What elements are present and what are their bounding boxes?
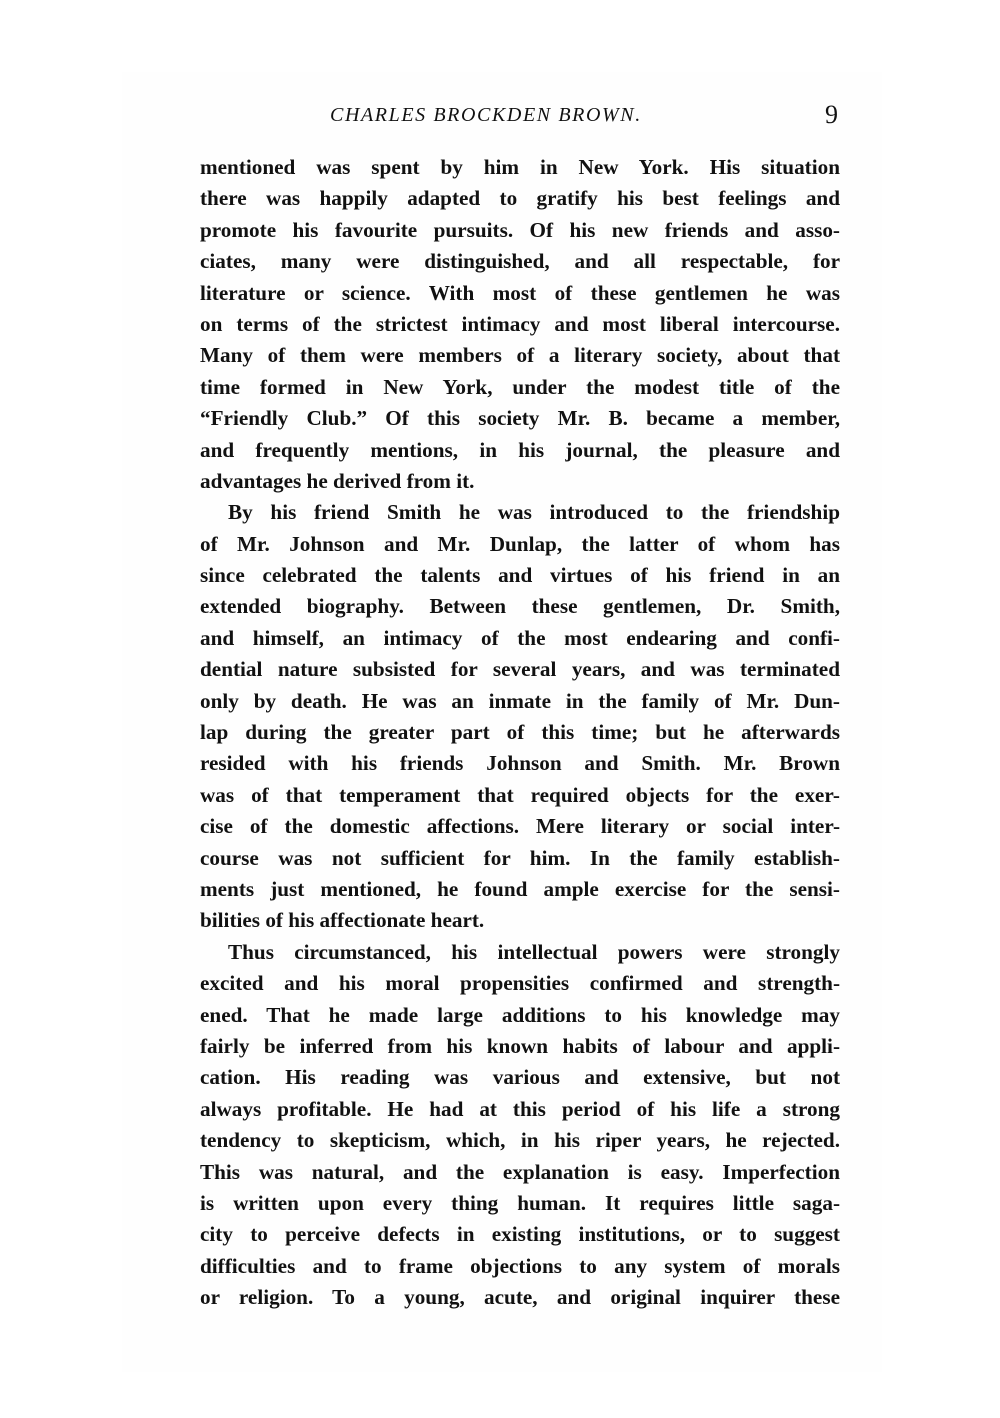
running-head <box>200 96 840 136</box>
text-line: fairly be inferred from his known habits of labour and appli- <box>200 1033 840 1058</box>
text-line: mentioned was spent by him in New York. His situation <box>200 155 840 179</box>
text-line: This was natural, and the explanation is easy. Imperfection <box>200 1159 840 1184</box>
text-line: “Friendly Club.” Of this society Mr. B. became a member, <box>200 406 840 431</box>
text-line: time formed in New York, under the modest title of the <box>200 374 840 399</box>
text-line: By his friend Smith he was introduced to the friendship <box>228 500 840 525</box>
text-line: of Mr. Johnson and Mr. Dunlap, the latter of whom has <box>200 531 840 556</box>
text-line: ened. That he made large additions to his knowledge may <box>200 1002 840 1027</box>
text-line: is written upon every thing human. It requires little saga- <box>200 1190 840 1215</box>
text-line: there was happily adapted to gratify his best feelings and <box>200 186 840 211</box>
text-line: bilities of his affectionate heart. <box>200 908 485 933</box>
text-line: only by death. He was an inmate in the family of Mr. Dun- <box>200 688 840 713</box>
text-line: Many of them were members of a literary society, about that <box>200 343 840 368</box>
text-line: lap during the greater part of this time; but he afterwards <box>200 720 840 745</box>
paragraph-2 <box>200 497 840 936</box>
text-line: and frequently mentions, in his journal, the pleasure and <box>200 437 840 462</box>
body-text <box>200 152 840 1313</box>
text-line: cation. His reading was various and extensive, but not <box>200 1065 840 1090</box>
text-line: cise of the domestic affections. Mere literary or social inter- <box>200 814 840 839</box>
book-page <box>200 96 840 1313</box>
text-line: difficulties and to frame objections to any system of morals <box>200 1253 840 1278</box>
text-line: on terms of the strictest intimacy and most liberal intercourse. <box>200 311 840 336</box>
text-line: always profitable. He had at this period of his life a strong <box>200 1096 840 1121</box>
text-line: since celebrated the talents and virtues of his friend in an <box>200 563 840 588</box>
text-line: ciates, many were distinguished, and all respectable, for <box>200 249 840 274</box>
running-title: CHARLES BROCKDEN BROWN. <box>330 104 642 126</box>
text-line: or religion. To a young, acute, and original inquirer these <box>200 1285 840 1310</box>
text-line: was of that temperament that required objects for the exer- <box>200 782 840 807</box>
text-line: course was not sufficient for him. In the family establish- <box>200 845 840 870</box>
text-line: dential nature subsisted for several years, and was terminated <box>200 657 840 682</box>
text-line: city to perceive defects in existing institutions, or to suggest <box>200 1222 840 1247</box>
text-line: advantages he derived from it. <box>200 468 475 493</box>
text-line: resided with his friends Johnson and Smith. Mr. Brown <box>200 751 840 776</box>
text-line: excited and his moral propensities confirmed and strength- <box>200 971 840 996</box>
text-line: extended biography. Between these gentlemen, Dr. Smith, <box>200 594 840 619</box>
text-line: Thus circumstanced, his intellectual powers were strongly <box>228 939 840 964</box>
text-line: and himself, an intimacy of the most endearing and confi- <box>200 625 840 650</box>
paragraph-1 <box>200 152 840 497</box>
text-line: literature or science. With most of these gentlemen he was <box>200 280 840 305</box>
page-number: 9 <box>825 100 838 129</box>
text-line: tendency to skepticism, which, in his riper years, he rejected. <box>200 1128 840 1153</box>
paragraph-3 <box>200 937 840 1314</box>
text-line: promote his favourite pursuits. Of his new friends and asso- <box>200 217 840 242</box>
text-line: ments just mentioned, he found ample exercise for the sensi- <box>200 876 840 901</box>
